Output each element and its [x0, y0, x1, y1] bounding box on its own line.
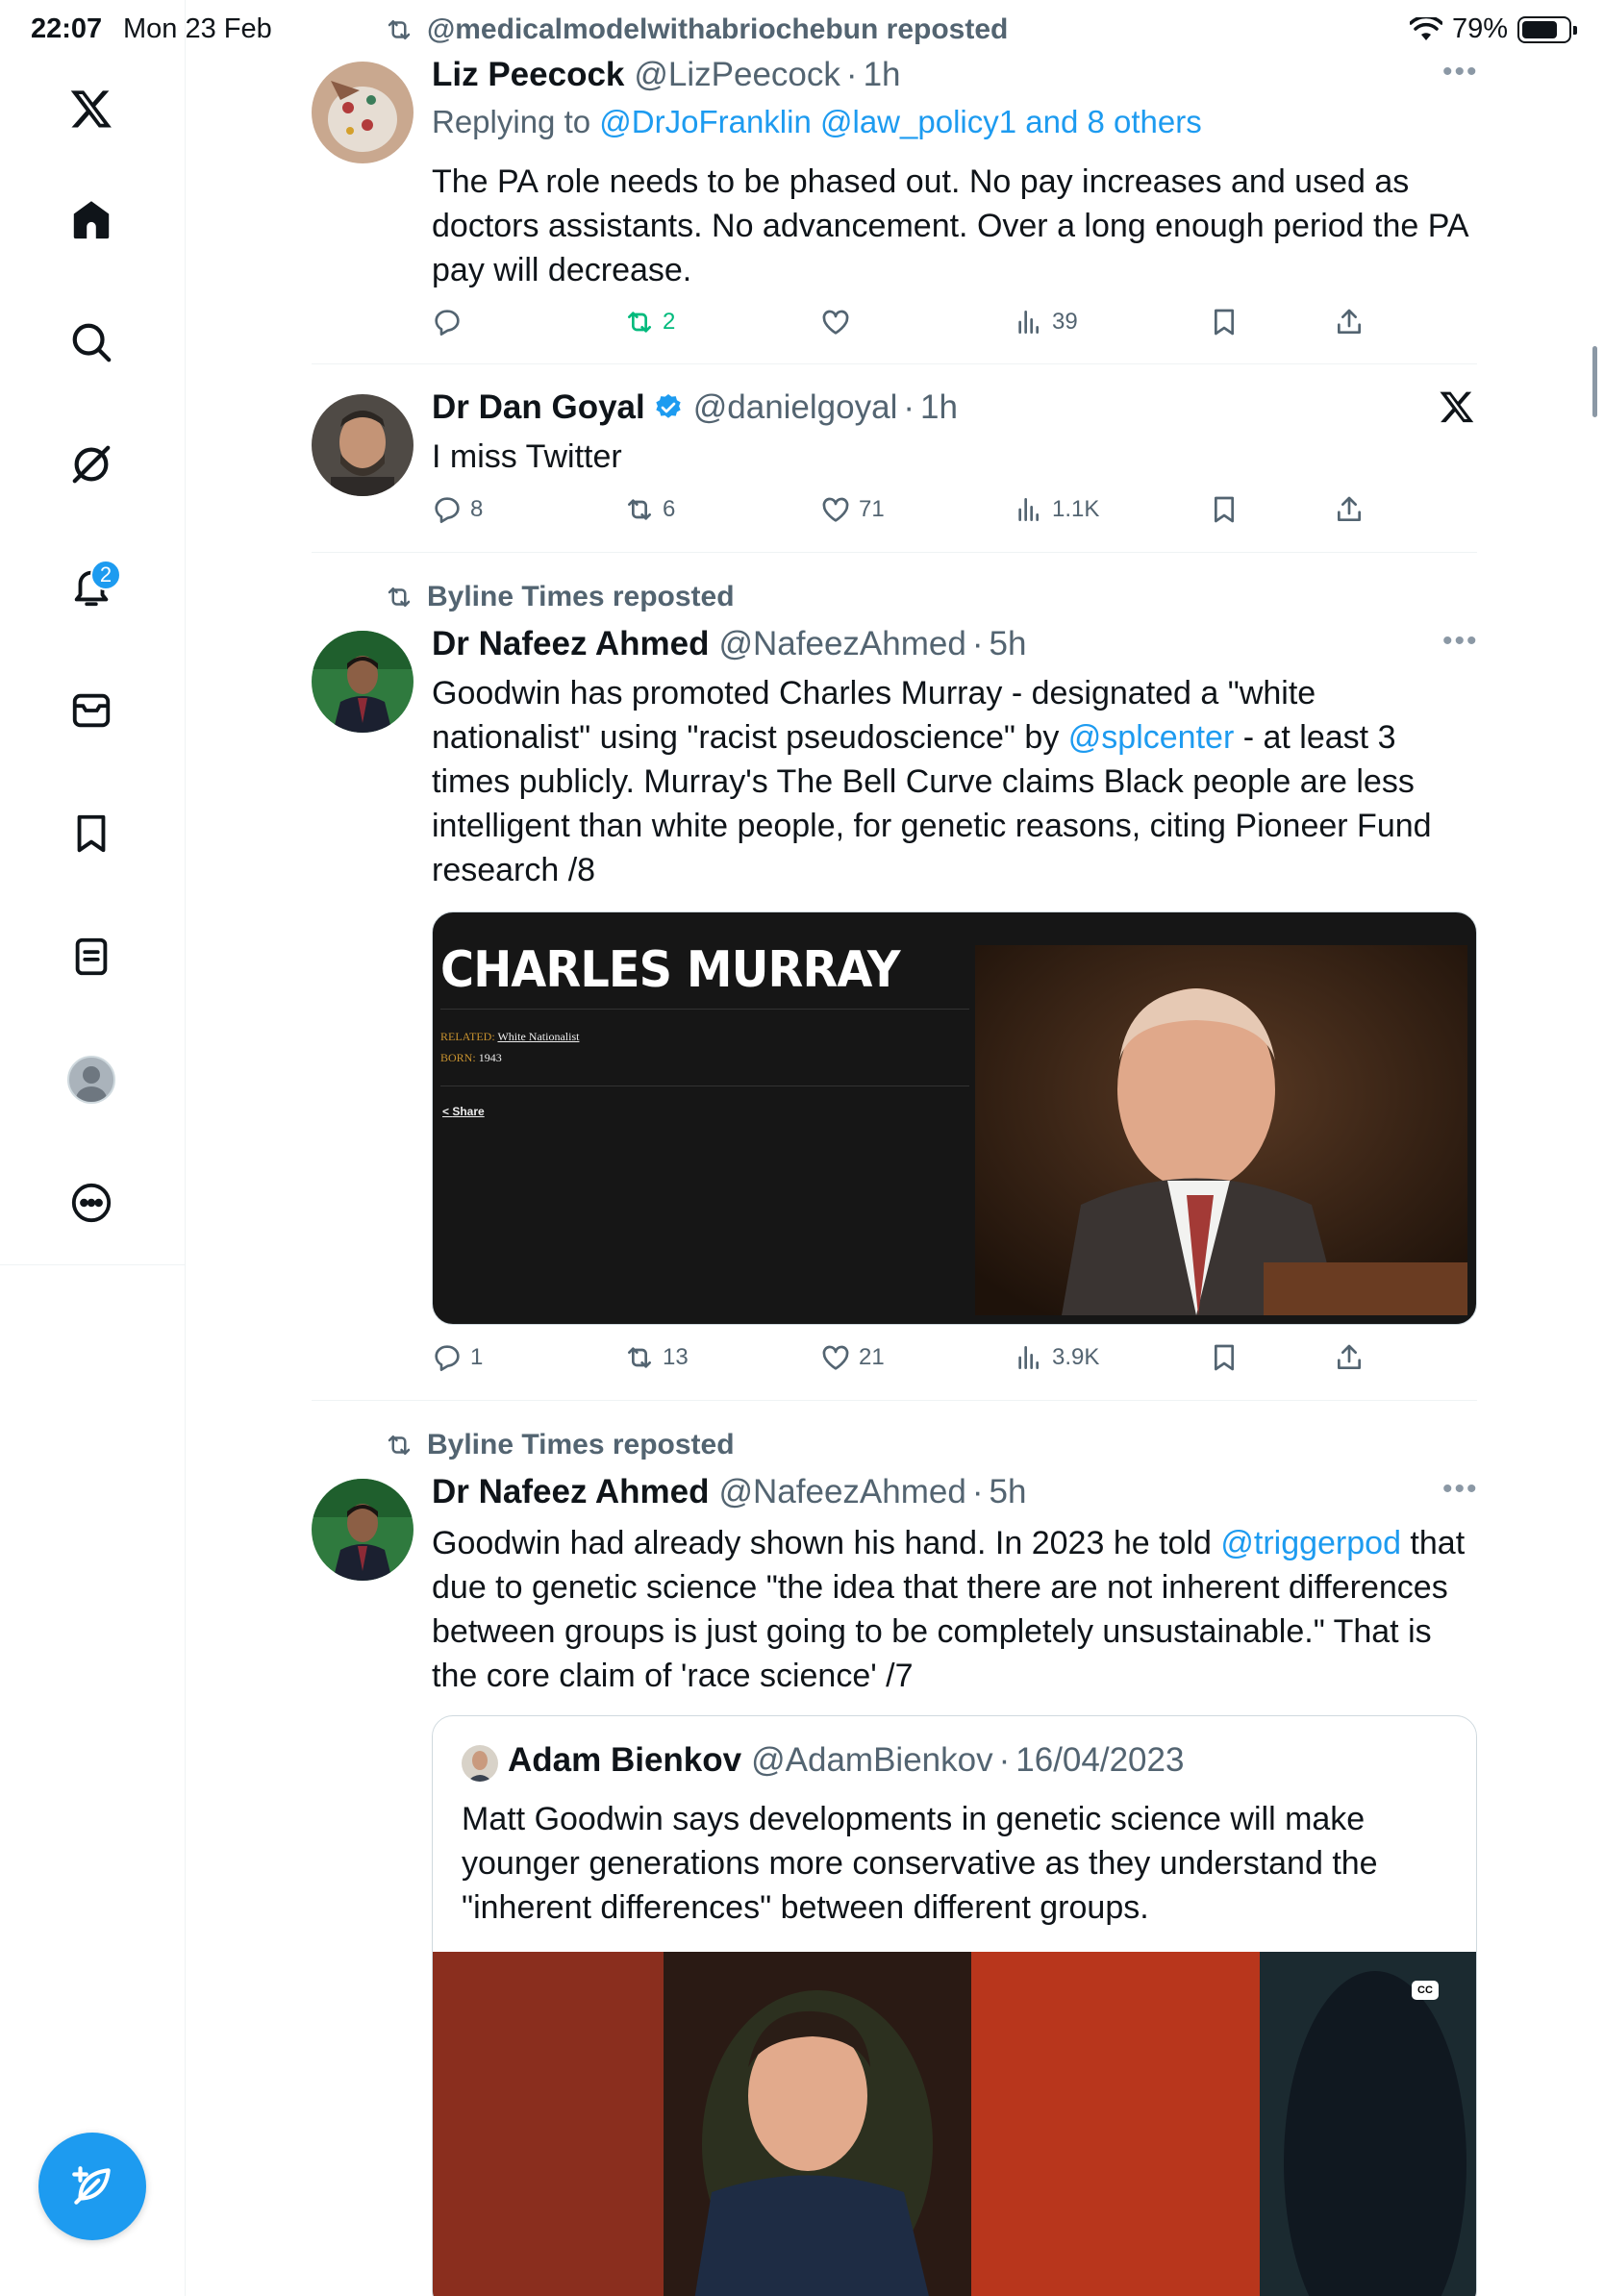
views-chart-icon [1014, 494, 1044, 525]
avatar-liz-peecock[interactable] [312, 62, 414, 163]
media-born-value: 1943 [478, 1051, 502, 1064]
x-logo-icon[interactable] [60, 77, 123, 140]
notifications-bell-icon[interactable] [60, 556, 123, 619]
views-button[interactable] [1014, 494, 1099, 525]
repost-icon [624, 494, 655, 525]
media-related-value: White Nationalist [497, 1030, 580, 1043]
share-button[interactable] [1334, 1342, 1365, 1373]
messages-icon[interactable] [60, 679, 123, 742]
repost-button[interactable] [624, 1342, 689, 1373]
replying-to-users[interactable]: @DrJoFranklin @law_policy1 and 8 others [599, 104, 1202, 139]
repost-indicator [385, 13, 1008, 46]
author-handle[interactable]: @danielgoyal [692, 388, 898, 426]
media-related-label: RELATED: [440, 1030, 495, 1043]
repost-icon [385, 1431, 414, 1460]
repost-indicator [385, 1429, 735, 1461]
views-button[interactable] [1014, 307, 1078, 337]
bookmark-icon [1209, 494, 1240, 525]
repost-count: 6 [663, 496, 676, 522]
tweet-header [432, 1473, 1026, 1511]
media-portrait-photo [975, 945, 1467, 1315]
repost-icon [624, 307, 655, 337]
author-handle[interactable]: @NafeezAhmed [718, 625, 966, 662]
like-button[interactable] [820, 1342, 885, 1373]
media-related-line [440, 1030, 579, 1044]
reply-icon [432, 307, 463, 337]
author-name[interactable]: Dr Nafeez Ahmed [432, 1473, 710, 1510]
media-title: CHARLES MURRAY [440, 941, 900, 999]
bookmark-icon [1209, 307, 1240, 337]
tweet-text [432, 671, 1470, 892]
tweet-time[interactable]: 1h [920, 388, 958, 426]
tweet-actions [432, 1342, 1470, 1385]
avatar [67, 1056, 115, 1104]
reply-button[interactable] [432, 1342, 483, 1373]
reply-button[interactable] [432, 494, 483, 525]
tweet-text [432, 1521, 1470, 1698]
media-share-label: Share [452, 1105, 485, 1118]
media-born-label: BORN: [440, 1051, 476, 1064]
like-button[interactable] [820, 307, 859, 337]
separator-dot: · [998, 1741, 1011, 1779]
repost-indicator [385, 581, 735, 613]
repost-count: 2 [663, 309, 676, 335]
search-icon[interactable] [60, 311, 123, 374]
repost-icon [624, 1342, 655, 1373]
views-count: 1.1K [1052, 496, 1100, 522]
like-button[interactable] [820, 494, 885, 525]
views-count: 3.9K [1052, 1344, 1100, 1370]
heart-icon [820, 494, 851, 525]
quoted-tweet-text: Matt Goodwin says developments in genetic science will make younger generations more conservative as they understand the "inherent differences" between different groups. [462, 1801, 1378, 1926]
tweet-text-part: - at least 3 times publicly. Murray's The Bell Curve claims Black people are less intelligent than white people, for genetic reasons, citing Pioneer Fund research /8 [432, 719, 1432, 888]
author-handle[interactable]: @LizPeecock [634, 56, 840, 93]
tweet-divider [312, 1400, 1477, 1401]
share-button[interactable] [1334, 494, 1365, 525]
tweet-time[interactable]: 1h [863, 56, 901, 93]
more-options-icon[interactable] [60, 1171, 123, 1235]
battery-fill [1522, 21, 1557, 38]
tweet-text-part: Goodwin has promoted Charles Murray - designated a "white nationalist" using "racist pseudoscience" by [432, 675, 1316, 756]
tweet-actions [432, 307, 1470, 349]
tweet-header [432, 56, 901, 94]
repost-button[interactable] [624, 494, 675, 525]
views-count: 39 [1052, 309, 1078, 335]
media-born-line [440, 1051, 502, 1065]
x-logo-icon [1439, 388, 1477, 427]
quoted-author-handle: @AdamBienkov [751, 1741, 993, 1779]
quoted-tweet-header [508, 1741, 1184, 1780]
home-icon[interactable] [60, 188, 123, 252]
reply-button[interactable] [432, 307, 470, 337]
like-count: 21 [859, 1344, 885, 1370]
like-count: 71 [859, 496, 885, 522]
bookmarks-icon[interactable] [60, 802, 123, 865]
author-handle[interactable]: @NafeezAhmed [718, 1473, 966, 1510]
closed-captions-button[interactable]: CC [1412, 1981, 1439, 2000]
scrollbar-thumb[interactable] [1592, 346, 1597, 417]
heart-icon [820, 307, 851, 337]
author-name[interactable]: Dr Dan Goyal [432, 388, 645, 426]
reply-count: 8 [470, 496, 484, 522]
sidebar-nav [0, 0, 186, 2296]
verified-badge-icon [653, 392, 684, 423]
compose-post-button[interactable] [38, 2133, 146, 2240]
tweet-time[interactable]: 5h [989, 625, 1027, 662]
battery-icon [1517, 16, 1571, 43]
tweet-divider [312, 552, 1477, 553]
avatar-nafeez-ahmed[interactable] [312, 631, 414, 733]
views-button[interactable] [1014, 1342, 1099, 1373]
repost-icon [385, 15, 414, 44]
bookmark-button[interactable] [1209, 1342, 1240, 1373]
bookmark-icon [1209, 1342, 1240, 1373]
notifications-badge: 2 [90, 560, 121, 590]
quoted-tweet[interactable] [432, 1715, 1477, 2296]
views-chart-icon [1014, 307, 1044, 337]
tweet-media-image[interactable] [432, 911, 1477, 1325]
quoted-tweet-time: 16/04/2023 [1015, 1741, 1185, 1779]
more-menu-icon[interactable]: ••• [1442, 56, 1479, 87]
rail-divider [0, 1264, 186, 1265]
repost-button[interactable] [624, 307, 675, 337]
tweet-text-part: Goodwin had already shown his hand. In 2023 he told [432, 1525, 1221, 1561]
media-share-link: < Share [442, 1105, 485, 1118]
quoted-author-avatar [462, 1745, 498, 1782]
author-name[interactable]: Liz Peecock [432, 56, 625, 93]
repost-count: 13 [663, 1344, 689, 1370]
reply-icon [432, 1342, 463, 1373]
separator-dot: · [845, 56, 858, 93]
status-time: 22:07 [31, 13, 103, 44]
profile-avatar[interactable] [60, 1048, 123, 1111]
tweet-header [432, 625, 1026, 663]
share-icon [1334, 1342, 1365, 1373]
share-icon [1334, 307, 1365, 337]
more-menu-icon[interactable]: ••• [1442, 1473, 1479, 1505]
share-icon [1334, 494, 1365, 525]
media-rule [440, 1009, 969, 1010]
reply-icon [432, 494, 463, 525]
mention-link[interactable]: @triggerpod [1220, 1525, 1401, 1561]
views-chart-icon [1014, 1342, 1044, 1373]
repost-by-text[interactable]: Byline Times reposted [427, 1429, 735, 1460]
separator-dot: · [971, 1473, 984, 1510]
battery-percent: 79% [1451, 13, 1508, 44]
compose-feather-icon [68, 2162, 116, 2210]
avatar-nafeez-ahmed[interactable] [312, 1479, 414, 1581]
mention-link[interactable]: @splcenter [1067, 719, 1235, 756]
tweet-divider [312, 363, 1477, 364]
reply-count: 1 [470, 1344, 484, 1370]
tweet-text-part: that due to genetic science "the idea that there are not inherent differences between groups is just going to be completely unsustainable." That is the core claim of 'race science' /7 [432, 1525, 1466, 1694]
lists-icon[interactable] [60, 925, 123, 988]
heart-icon [820, 1342, 851, 1373]
quoted-author-name: Adam Bienkov [508, 1741, 742, 1779]
repost-by-text[interactable]: Byline Times reposted [427, 581, 735, 612]
author-name[interactable]: Dr Nafeez Ahmed [432, 625, 710, 662]
bookmark-button[interactable] [1209, 307, 1240, 337]
quoted-video-thumbnail[interactable] [433, 1952, 1477, 2296]
separator-dot: · [971, 625, 984, 662]
grok-icon[interactable] [60, 433, 123, 496]
wifi-icon [1410, 17, 1442, 42]
bookmark-button[interactable] [1209, 494, 1240, 525]
tweet-text: The PA role needs to be phased out. No pay increases and used as doctors assistants. No advancement. Over a long enough period the PA pay will decrease. [432, 163, 1467, 288]
replying-to-label: Replying to [432, 104, 591, 139]
more-menu-icon[interactable]: ••• [1442, 625, 1479, 657]
status-date: Mon 23 Feb [123, 13, 272, 44]
tweet-time[interactable]: 5h [989, 1473, 1027, 1510]
tweet-text: I miss Twitter [432, 438, 622, 475]
replying-to-line [432, 104, 1202, 140]
tweet-header [432, 388, 958, 427]
status-indicators [1410, 13, 1571, 45]
repost-by-text[interactable]: @medicalmodelwithabriochebun reposted [427, 13, 1009, 45]
avatar-dan-goyal[interactable] [312, 394, 414, 496]
separator-dot: · [903, 388, 915, 426]
tweet-actions [432, 494, 1470, 537]
repost-icon [385, 583, 414, 611]
share-button[interactable] [1334, 307, 1365, 337]
